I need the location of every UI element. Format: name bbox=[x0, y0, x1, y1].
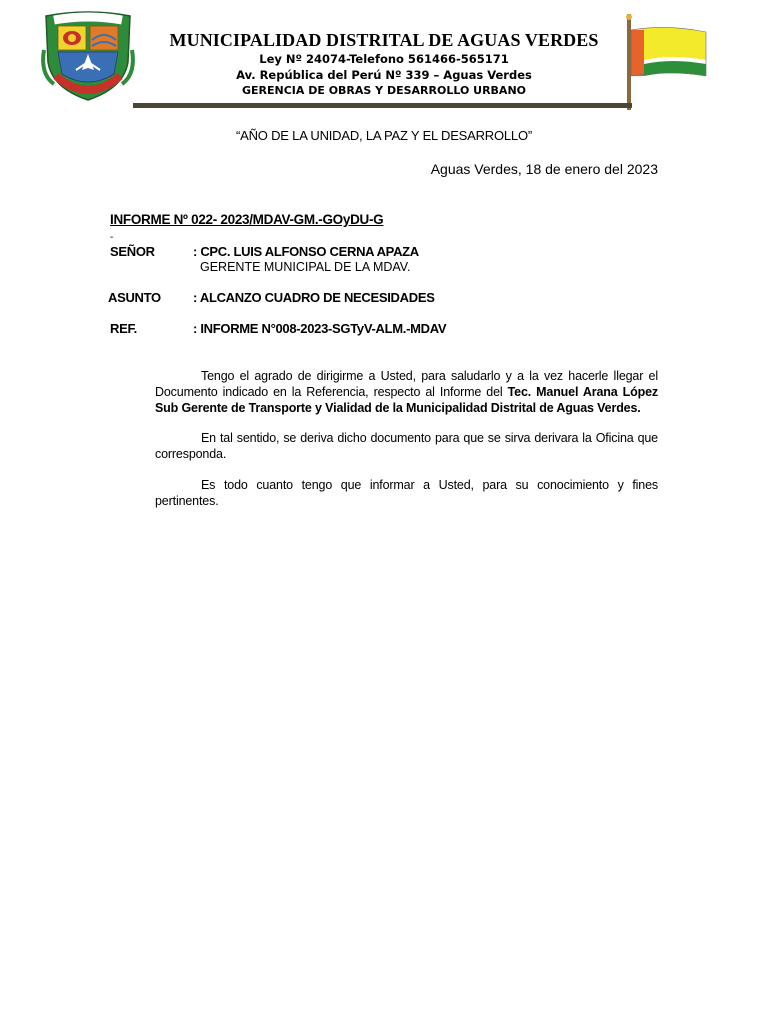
report-number: INFORME Nº 022- 2023/MDAV-GM.-GOyDU-G bbox=[110, 212, 384, 227]
recipient-name: : CPC. LUIS ALFONSO CERNA APAZA bbox=[193, 244, 419, 259]
reference-value: : INFORME N°008-2023-SGTyV-ALM.-MDAV bbox=[193, 321, 447, 336]
header-address: Av. República del Perú Nº 339 – Aguas Verdes bbox=[236, 68, 532, 82]
body-paragraph-1-text: Tengo el agrado de dirigirme a Usted, para saludarlo y a la vez hacerle llegar el Documento indicado en la Referencia, respecto al Informe del bbox=[155, 369, 658, 399]
reference-label: REF. bbox=[110, 321, 137, 336]
body-paragraph-3-text: Es todo cuanto tengo que informar a Usted, para su conocimiento y fines pertinentes. bbox=[155, 478, 658, 508]
year-motto: “AÑO DE LA UNIDAD, LA PAZ Y EL DESARROLLO” bbox=[236, 128, 532, 143]
subject-label: ASUNTO bbox=[108, 290, 161, 305]
subject-value: : ALCANZO CUADRO DE NECESIDADES bbox=[193, 290, 435, 305]
body-paragraph-3 bbox=[155, 477, 658, 509]
header-law-phone: Ley Nº 24074-Telefono 561466-565171 bbox=[259, 52, 509, 66]
body-paragraph-2 bbox=[155, 430, 658, 462]
recipient-position: GERENTE MUNICIPAL DE LA MDAV. bbox=[200, 260, 411, 274]
header-divider bbox=[133, 103, 632, 108]
municipality-title: MUNICIPALIDAD DISTRITAL DE AGUAS VERDES bbox=[169, 30, 599, 50]
body-paragraph-1 bbox=[155, 368, 658, 416]
body-paragraph-2-text: En tal sentido, se deriva dicho documento para que se sirva derivara la Oficina que corresponda. bbox=[155, 431, 658, 461]
header-department: GERENCIA DE OBRAS Y DESARROLLO URBANO bbox=[241, 84, 527, 97]
body-paragraph-1-bold: Tec. Manuel Arana López Sub Gerente de Transporte y Vialidad de la Municipalidad Distrital de Aguas Verdes. bbox=[155, 385, 658, 415]
stray-dash: - bbox=[110, 232, 114, 243]
document-date: Aguas Verdes, 18 de enero del 2023 bbox=[430, 161, 658, 177]
recipient-label: SEÑOR bbox=[110, 244, 155, 259]
